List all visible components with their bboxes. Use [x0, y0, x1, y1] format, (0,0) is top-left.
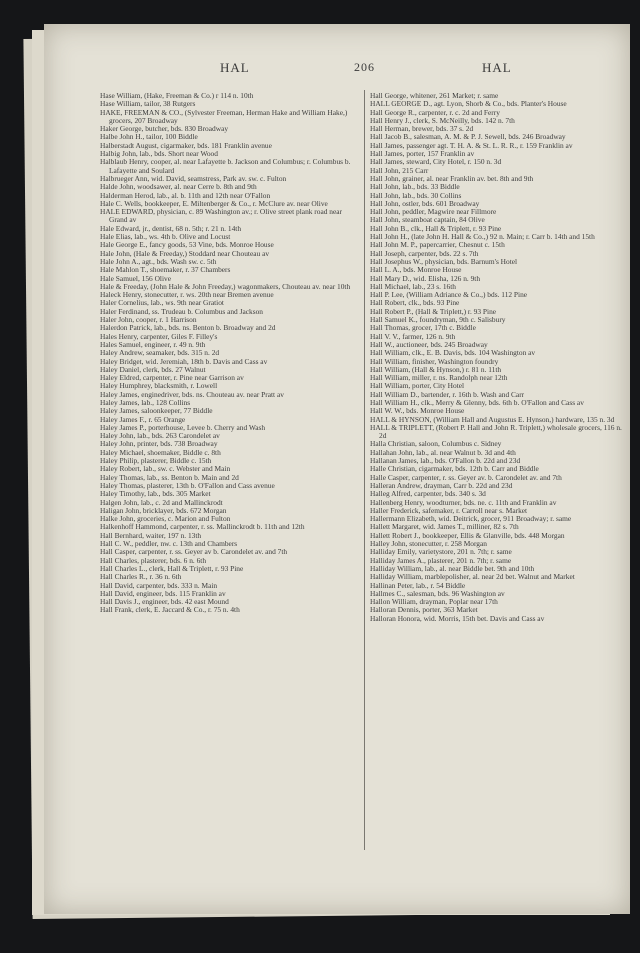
- directory-entry: Haker George, butcher, bds. 830 Broadway: [100, 124, 229, 134]
- directory-entry: Haley Thomas, plasterer, 13th b. O'Fallon and Cass avenue: [100, 480, 275, 490]
- directory-entry: Hall Robert P., (Hall & Triplett,) r. 93 Pine: [370, 306, 497, 316]
- directory-entry: Hallmes C., salesman, bds. 96 Washington av: [370, 588, 505, 598]
- directory-entry: Haley John, lab., bds. 263 Carondelet av: [100, 431, 220, 441]
- directory-entry: Halley John, stonecutter, r. 258 Morgan: [370, 539, 487, 549]
- directory-entry: Hales Henry, carpenter, Giles F. Filley's: [100, 331, 218, 341]
- directory-entry: Hall W., auctioneer, bds. 245 Broadway: [370, 339, 488, 349]
- directory-entry: HALL & TRIPLETT, (Robert P. Hall and John R. Triplett,) wholesale grocers, 116 n. 2d: [370, 422, 622, 441]
- directory-entry: Hale George E., fancy goods, 53 Vine, bds. Monroe House: [100, 240, 274, 250]
- directory-entry: Haley Daniel, clerk, bds. 27 Walnut: [100, 364, 206, 374]
- directory-entry: Hall William, porter, City Hotel: [370, 381, 465, 391]
- directory-entry: Hall George R., carpenter, r. c. 2d and Ferry: [370, 107, 500, 117]
- directory-entry: Hall Joseph, carpenter, bds. 22 s. 7th: [370, 248, 479, 258]
- directory-entry: Haley James, saloonkeeper, 77 Biddle: [100, 406, 213, 416]
- directory-entry: Haley Philip, plasterer, Biddle c. 15th: [100, 456, 212, 466]
- directory-entry: Halle Casper, carpenter, r. ss. Geyer av. b. Carondelet av. and 7th: [370, 472, 562, 482]
- directory-entry: HALL GEORGE D., agt. Lyon, Shorb & Co., bds. Planter's House: [370, 99, 567, 109]
- directory-entry: Hase William, (Hake, Freeman & Co.) r 114 n. 10th: [100, 91, 254, 100]
- directory-entry: Hall William, clk., E. B. Davis, bds. 104 Washington av: [370, 348, 536, 358]
- directory-entry: Hall P. Lee, (William Adriance & Co.,) bds. 112 Pine: [370, 290, 528, 300]
- directory-entry: Hall Bernhard, waiter, 197 n. 13th: [100, 530, 202, 540]
- directory-entry: Hall Robert, clk., bds. 93 Pine: [370, 298, 460, 308]
- directory-entry: Hall Samuel K., foundryman, 9th c. Salisbury: [370, 315, 506, 325]
- directory-entry: Haley James F., r. 65 Orange: [100, 414, 186, 424]
- directory-entry: Hall William, (Hall & Hynson,) r. 81 n. 11th: [370, 364, 502, 374]
- directory-entry: Halgen John, lab., c. 2d and Mallinckrodt: [100, 497, 223, 507]
- directory-entry: Hall John, lab., bds. 30 Collins: [370, 190, 462, 200]
- directory-entry: Hall John B., clk., Hall & Triplett, r. 93 Pine: [370, 223, 502, 233]
- directory-entry: Hales Samuel, engineer, r. 49 n. 9th: [100, 339, 206, 349]
- directory-entry: Hall James, passenger agt. T. H. A. & St. L. R. R., r. 159 Franklin av: [370, 140, 573, 150]
- directory-entry: Hallinan Peter, lab., r. 54 Biddle: [370, 580, 466, 590]
- directory-entry: Hase William, tailor, 38 Rutgers: [100, 99, 196, 109]
- directory-entry: Haley Thomas, lab., ss. Benton b. Main and 2d: [100, 472, 239, 482]
- directory-entry: Hall David, engineer, bds. 115 Franklin av: [100, 588, 226, 598]
- directory-entry: Hallett Robert J., bookkeeper, Ellis & Glanville, bds. 448 Morgan: [370, 530, 565, 540]
- directory-entry: Halliday James A., plasterer, 201 n. 7th; r. same: [370, 555, 512, 565]
- directory-entry: Hall George, whitener, 261 Market; r. same: [370, 91, 499, 100]
- running-head-left: HAL: [220, 60, 250, 75]
- directory-entry: Hale John, (Hale & Freeday,) Stoddard near Chouteau av: [100, 248, 270, 258]
- directory-entry: Haley James P., porterhouse, Levee b. Cherry and Wash: [100, 422, 266, 432]
- directory-entry: Halbe John H., tailor, 100 Biddle: [100, 132, 198, 142]
- directory-entry: Hall John H., (late John H. Hall & Co.,) 92 n. Main; r. Carr b. 14th and 15th: [370, 232, 595, 242]
- directory-entry: Hall V. V., farmer, 126 n. 9th: [370, 331, 456, 341]
- directory-entry: Halliday William, lab., al. near Biddle bet. 9th and 10th: [370, 563, 535, 573]
- directory-entry: Hall Thomas, grocer, 17th c. Biddle: [370, 323, 476, 333]
- page-number: 206: [354, 60, 375, 74]
- directory-entry: HAKE, FREEMAN & CO., (Sylvester Freeman, Herman Hake and William Hake,) grocers, 207 Broadway: [100, 107, 348, 125]
- directory-entry: Hall John, 215 Carr: [370, 165, 429, 175]
- directory-entry: Haley James, enginedriver, bds. ns. Chouteau av. near Pratt av: [100, 389, 284, 399]
- directory-entry: Hall Charles, plasterer, bds. 6 n. 6th: [100, 555, 207, 565]
- directory-entry: Haley Eldred, carpenter, r. Pine near Garrison av: [100, 373, 244, 383]
- right-column: [370, 92, 624, 623]
- directory-entry: HALL & HYNSON, (William Hall and Augustus E. Hynson,) hardware, 135 n. 3d: [370, 414, 615, 424]
- directory-entry: Halleran Andrew, drayman, Carr b. 22d and 23d: [370, 480, 513, 490]
- directory-entry: Hall Charles R., r. 36 n. 6th: [100, 572, 182, 582]
- directory-entry: Haley James, lab., 128 Collins: [100, 397, 191, 407]
- directory-page: [44, 24, 630, 914]
- page-header: [44, 60, 630, 84]
- directory-entry: Halloran Honora, wid. Morris, 15th bet. Davis and Cass av: [370, 613, 545, 623]
- directory-entry: Hale Mahlon T., shoemaker, r. 37 Chambers: [100, 265, 231, 275]
- directory-entry: Hall William D., bartender, r. 16th b. Wash and Carr: [370, 389, 525, 399]
- directory-entry: Halerdon Patrick, lab., bds. ns. Benton b. Broadway and 2d: [100, 323, 276, 333]
- directory-entry: Haler Ferdinand, ss. Trudeau b. Columbus and Jackson: [100, 306, 263, 316]
- directory-entry: Hall William, miller, r. ns. Randolph near 12th: [370, 373, 508, 383]
- directory-entry: Halde John, woodsawer, al. near Cerre b. 8th and 9th: [100, 182, 257, 192]
- directory-entry: Hale John A., agt., bds. Wash sw. c. 5th: [100, 256, 217, 266]
- directory-entry: Hall Casper, carpenter, r. ss. Geyer av b. Carondelet av. and 7th: [100, 547, 288, 557]
- directory-entry: Hallahan John, lab., al. near Walnut b. 3d and 4th: [370, 447, 516, 457]
- directory-entry: Haler Cornelius, lab., ws. 9th near Gratiot: [100, 298, 224, 308]
- directory-entry: Hall Michael, lab., 23 s. 16th: [370, 281, 457, 291]
- directory-entry: Halblaub Henry, cooper, al. near Lafayette b. Jackson and Columbus; r. Columbus b. Lafayette and Soulard: [100, 157, 351, 175]
- directory-entry: Hale Samuel, 156 Olive: [100, 273, 172, 283]
- directory-entry: Hall Herman, brewer, bds. 37 s. 2d: [370, 124, 474, 134]
- directory-entry: Haler John, cooper, r. 1 Harrison: [100, 315, 197, 325]
- directory-entry: Hall John, grainer, al. near Franklin av. bet. 8th and 9th: [370, 173, 534, 183]
- directory-entry: Halla Christian, saloon, Columbus c. Sidney: [370, 439, 502, 449]
- directory-entry: Hall David, carpenter, bds. 333 n. Main: [100, 580, 218, 590]
- directory-entry: Halliday William, marblepolisher, al. near 2d bet. Walnut and Market: [370, 572, 575, 582]
- directory-entry: Hale C. Wells, bookkeeper, E. Miltenberger & Co., r. McClure av. near Olive: [100, 198, 328, 208]
- directory-entry: Haligan John, bricklayer, bds. 672 Morgan: [100, 505, 227, 515]
- directory-entry: Hall John, ostler, bds. 601 Broadway: [370, 198, 480, 208]
- directory-entry: Hall Jacob B., salesman, A. M. & P. J. Sewell, bds. 246 Broadway: [370, 132, 566, 142]
- directory-entry: Hall Henry J., clerk, S. McNeilly, bds. 142 n. 7th: [370, 115, 515, 125]
- directory-entry: Hall John M. P., papercarrier, Chesnut c. 15th: [370, 240, 505, 250]
- directory-entry: Hallett Margaret, wid. James T., milliner, 82 s. 7th: [370, 522, 519, 532]
- directory-entry: Hall C. W., peddler, nw. c. 13th and Chambers: [100, 539, 238, 549]
- directory-entry: Hallanan James, lab., bds. O'Fallon b. 22d and 23d: [370, 456, 521, 466]
- directory-entry: Haller Frederick, safemaker, r. Carroll near s. Market: [370, 505, 528, 515]
- running-head-right: HAL: [482, 60, 512, 75]
- directory-entry: Hall Frank, clerk, E. Jaccard & Co., r. 75 n. 4th: [100, 605, 240, 615]
- directory-entry: Halberstadt August, cigarmaker, bds. 181 Franklin avenue: [100, 140, 272, 150]
- directory-entry: Haleck Henry, stonecutter, r. ws. 20th near Bremen avenue: [100, 290, 274, 300]
- directory-entry: Halloran Dennis, porter, 363 Market: [370, 605, 478, 615]
- directory-entry: Haley Robert, lab., sw. c. Webster and Main: [100, 464, 231, 474]
- directory-entry: HALE EDWARD, physician, c. 89 Washington av.; r. Olive street plank road near Grand av: [100, 207, 343, 225]
- directory-entry: Hale & Freeday, (John Hale & John Freeday,) wagonmakers, Chouteau av. near 10th: [100, 281, 351, 291]
- directory-entry: Hale Elias, lab., ws. 4th b. Olive and Locust: [100, 232, 231, 242]
- directory-entry: Hall W. W., bds. Monroe House: [370, 406, 465, 416]
- left-column: [100, 92, 354, 615]
- directory-entry: Hall William H., clk., Merry & Glenny, bds. 6th b. O'Fallon and Cass av: [370, 397, 584, 407]
- directory-entry: Haley Humphrey, blacksmith, r. Lowell: [100, 381, 218, 391]
- directory-entry: Hall Mary D., wid. Elisha, 126 n. 9th: [370, 273, 481, 283]
- directory-entry: Haley Timothy, lab., bds. 305 Market: [100, 489, 211, 499]
- directory-entry: Hallermann Elizabeth, wid. Deitrick, grocer, 911 Broadway; r. same: [370, 514, 572, 524]
- directory-entry: Haley Bridget, wid. Jeremiah, 18th b. Davis and Cass av: [100, 356, 268, 366]
- directory-entry: Hall John, peddler, Magwire near Fillmore: [370, 207, 497, 217]
- directory-entry: Halbrueger Ann, wid. David, seamstress, Park av. sw. c. Fulton: [100, 173, 287, 183]
- directory-entry: Hale Edward, jr., dentist, 68 n. 5th; r. 21 n. 14th: [100, 223, 242, 233]
- directory-entry: Haley Andrew, seamaker, bds. 315 n. 2d: [100, 348, 220, 358]
- directory-entry: Hall William, finisher, Washington foundry: [370, 356, 499, 366]
- directory-entry: Halle Christian, cigarmaker, bds. 12th b. Carr and Biddle: [370, 464, 539, 474]
- directory-entry: Haley John, printer, bds. 738 Broadway: [100, 439, 218, 449]
- directory-entry: Hall James, porter, 157 Franklin av: [370, 149, 475, 159]
- directory-entry: Halleg Alfred, carpenter, bds. 340 s. 3d: [370, 489, 486, 499]
- directory-entry: Hall James, steward, City Hotel, r. 150 n. 3d: [370, 157, 502, 167]
- column-divider: [364, 90, 365, 850]
- directory-entry: Halbig John, lab., bds. Short near Wood: [100, 149, 218, 159]
- directory-entry: Halke John, groceries, c. Marion and Fulton: [100, 514, 231, 524]
- directory-entry: Hallenberg Henry, woodturner, bds. ne. c. 11th and Franklin av: [370, 497, 557, 507]
- directory-entry: Hall Charles L., clerk, Hall & Triplett, r. 93 Pine: [100, 563, 244, 573]
- directory-entry: Hall L. A., bds. Monroe House: [370, 265, 462, 275]
- directory-entry: Halliday Emily, varietystore, 201 n. 7th; r. same: [370, 547, 512, 557]
- directory-entry: Halkenhoff Hammond, carpenter, r. ss. Mallinckrodt b. 11th and 12th: [100, 522, 305, 532]
- directory-entry: Haley Michael, shoemaker, Biddle c. 8th: [100, 447, 221, 457]
- directory-entry: Hall John, lab., bds. 33 Biddle: [370, 182, 460, 192]
- directory-entry: Hall Josephus W., physician, bds. Barnum's Hotel: [370, 256, 518, 266]
- directory-entry: Hall Davis J., engineer, bds. 42 east Mound: [100, 597, 229, 607]
- directory-entry: Hall John, steamboat captain, 84 Olive: [370, 215, 485, 225]
- directory-entry: Halderman Herod, lab., al. b. 11th and 12th near O'Fallon: [100, 190, 271, 200]
- directory-entry: Hallon William, drayman, Poplar near 17th: [370, 597, 498, 607]
